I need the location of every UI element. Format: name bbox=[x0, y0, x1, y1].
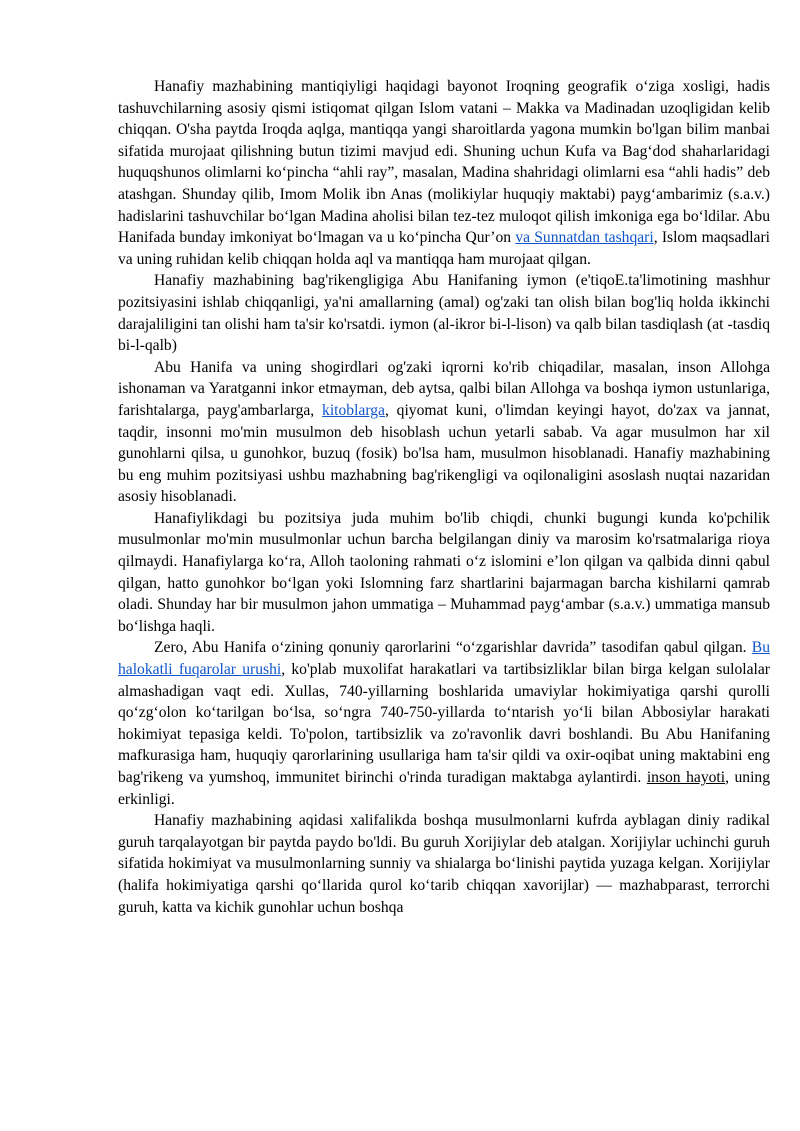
link-books[interactable]: kitoblarga bbox=[322, 401, 385, 419]
document-page bbox=[118, 76, 770, 918]
paragraph-text: , Islom maqsadlari va uning ruhidan kelib chiqqan holda aql va mantiqqa ham murojaat qilgan. bbox=[118, 229, 770, 268]
paragraph-text: , uning erkinligi. bbox=[118, 769, 770, 808]
paragraph-position bbox=[118, 508, 770, 638]
underlined-human-life: inson hayoti bbox=[646, 769, 726, 786]
link-civil-war[interactable]: Bu halokatli fuqarolar urushi bbox=[118, 639, 770, 679]
paragraph-era-of-change bbox=[118, 637, 770, 810]
paragraph-text: , qiyomat kuni, o'limdan keyingi hayot, do'zax va jannat, taqdir, insonni mo'min musulmon deb hisoblash uchun yetarli sabab. Va agar musulmon har xil gunohlarni qilsa, u gunohkor, buzuq (fosik) bo'lsa ham, musulmon hisoblanadi. Hanafiy mazhabining bu eng muhim pozitsiyasi ushbu mazhabning bag'rikengligi va oqilonaligini asoslash nuqtai nazaridan asosiy hisoblanadi. bbox=[118, 401, 770, 506]
paragraph-text: Hanafiy mazhabining bag'rikengligiga Abu Hanifaning iymon (e'tiqoE.ta'limotining mashhur pozitsiyasini ishlab chiqqanligi, ya'ni amallarning (amal) og'zaki tan olish bilan bog'liq holda ikkinchi darajaliligini tan olishi ham ta'sir ko'rsatdi. iymon (al-ikror bi-l-lison) va qalb bilan tasdiqlash (at -tasdiq bi-l-qalb) bbox=[118, 272, 770, 355]
paragraph-text: , ko'plab muxolifat harakatlari va tartibsizliklar bilan birga kelgan sulolalar almashadigan vaqt edi. Xullas, 740-yillarning boshlarida umaviylar hokimiyatiga qarshi qurolli qo‘zg‘olon ko‘tarilgan bo‘lsa, so‘ngra 740-750-yillarda to‘ntarish yo‘li bilan Abbosiylar harakati hokimiyat tepasiga keldi. To'polon, tartibsizlik va zo'ravonlik davri boshlandi. Bu Abu Hanifaning mafkurasiga ham, huquqiy qarorlarining usullariga ham ta'sir qildi va oxir-oqibat uning maktabini eng bag'rikeng va yumshoq, immunitet birinchi o'rinda turadigan maktabga aylantirdi. bbox=[118, 661, 770, 786]
paragraph-text: Zero, Abu Hanifa o‘zining qonuniy qarorlarini “o‘zgarishlar davrida” tasodifan qabul qilgan. bbox=[154, 639, 752, 657]
paragraph-tolerance bbox=[118, 270, 770, 356]
paragraph-text: Hanafiy mazhabining aqidasi xalifalikda boshqa musulmonlarni kufrda ayblagan diniy radikal guruh tarqalayotgan bir paytda paydo bo'ldi. Bu guruh Xorijiylar deb atalgan. Xorijiylar uchinchi guruh sifatida hokimiyat va musulmonlarning sunniy va shialarga bo‘linishi paytida yuzaga kelgan. Xorijiylar (halifa hokimiyatiga qarshi qo‘llarida qurol ko‘tarib chiqqan xavorijlar) — mazhabparast, terrorchi guruh, katta va kichik gunohlar uchun boshqa bbox=[118, 812, 770, 916]
link-sunnah[interactable]: va Sunnatdan tashqari bbox=[515, 229, 654, 247]
paragraph-text: Hanafiylikdagi bu pozitsiya juda muhim bo'lib chiqdi, chunki bugungi kunda ko'pchilik musulmonlar mo'min musulmonlar uchun barcha belgilangan diniy va marosim ko'rsatmalariga rioya qilmaydi. Hanafiylarga ko‘ra, Alloh taoloning rahmati o‘z islomini e’lon qilgan va qalbida dinni qabul qilgan, hatto gunohkor bo‘lgan yoki Islomning farz shartlarini bajarmagan barcha kishilarni qamrab oladi. Shunday har bir musulmon jahon ummatiga – Muhammad payg‘ambar (s.a.v.) ummatiga mansub bo‘lishga haqli. bbox=[118, 509, 770, 635]
paragraph-verbal-confession bbox=[118, 357, 770, 508]
paragraph-text: Hanafiy mazhabining mantiqiyligi haqidagi bayonot Iroqning geografik o‘ziga xosligi, hadis tashuvchilarning asosiy qismi istiqomat qilgan Islom vatani – Makka va Madinadan uzoqligidan kelib chiqqan. O'sha paytda Iroqda aqlga, mantiqqa yangi sharoitlarda yagona mumkin bo'lgan bilim manbai sifatida murojaat qilishning butun tizimi mavjud edi. Shuning uchun Kufa va Bag‘dod shaharlaridagi huquqshunos olimlarni ko‘pincha “ahli ray”, masalan, Madina shahridagi olimlarni esa “ahli hadis” deb atashgan. Shunday qilib, Imom Molik ibn Anas (molikiylar huquqiy maktabi) payg‘ambarimiz (s.a.v.) hadislarini tashuvchilar bo‘lgan Madina aholisi bilan tez-tez muloqot qilish imkoniga ega bo‘ldilar. Abu Hanifada bunday imkoniyat bo‘lmagan va u ko‘pincha Qur’on bbox=[118, 78, 770, 247]
paragraph-hanafi-logic bbox=[118, 76, 770, 270]
paragraph-kharijites bbox=[118, 810, 770, 918]
paragraph-text: Abu Hanifa va uning shogirdlari og'zaki iqrorni ko'rib chiqadilar, masalan, inson Allohga ishonaman va Yaratganni inkor etmayman, deb aytsa, qalbi bilan Allohga va boshqa iymon ustunlariga, farishtalarga, payg'ambarlarga, bbox=[118, 358, 770, 419]
